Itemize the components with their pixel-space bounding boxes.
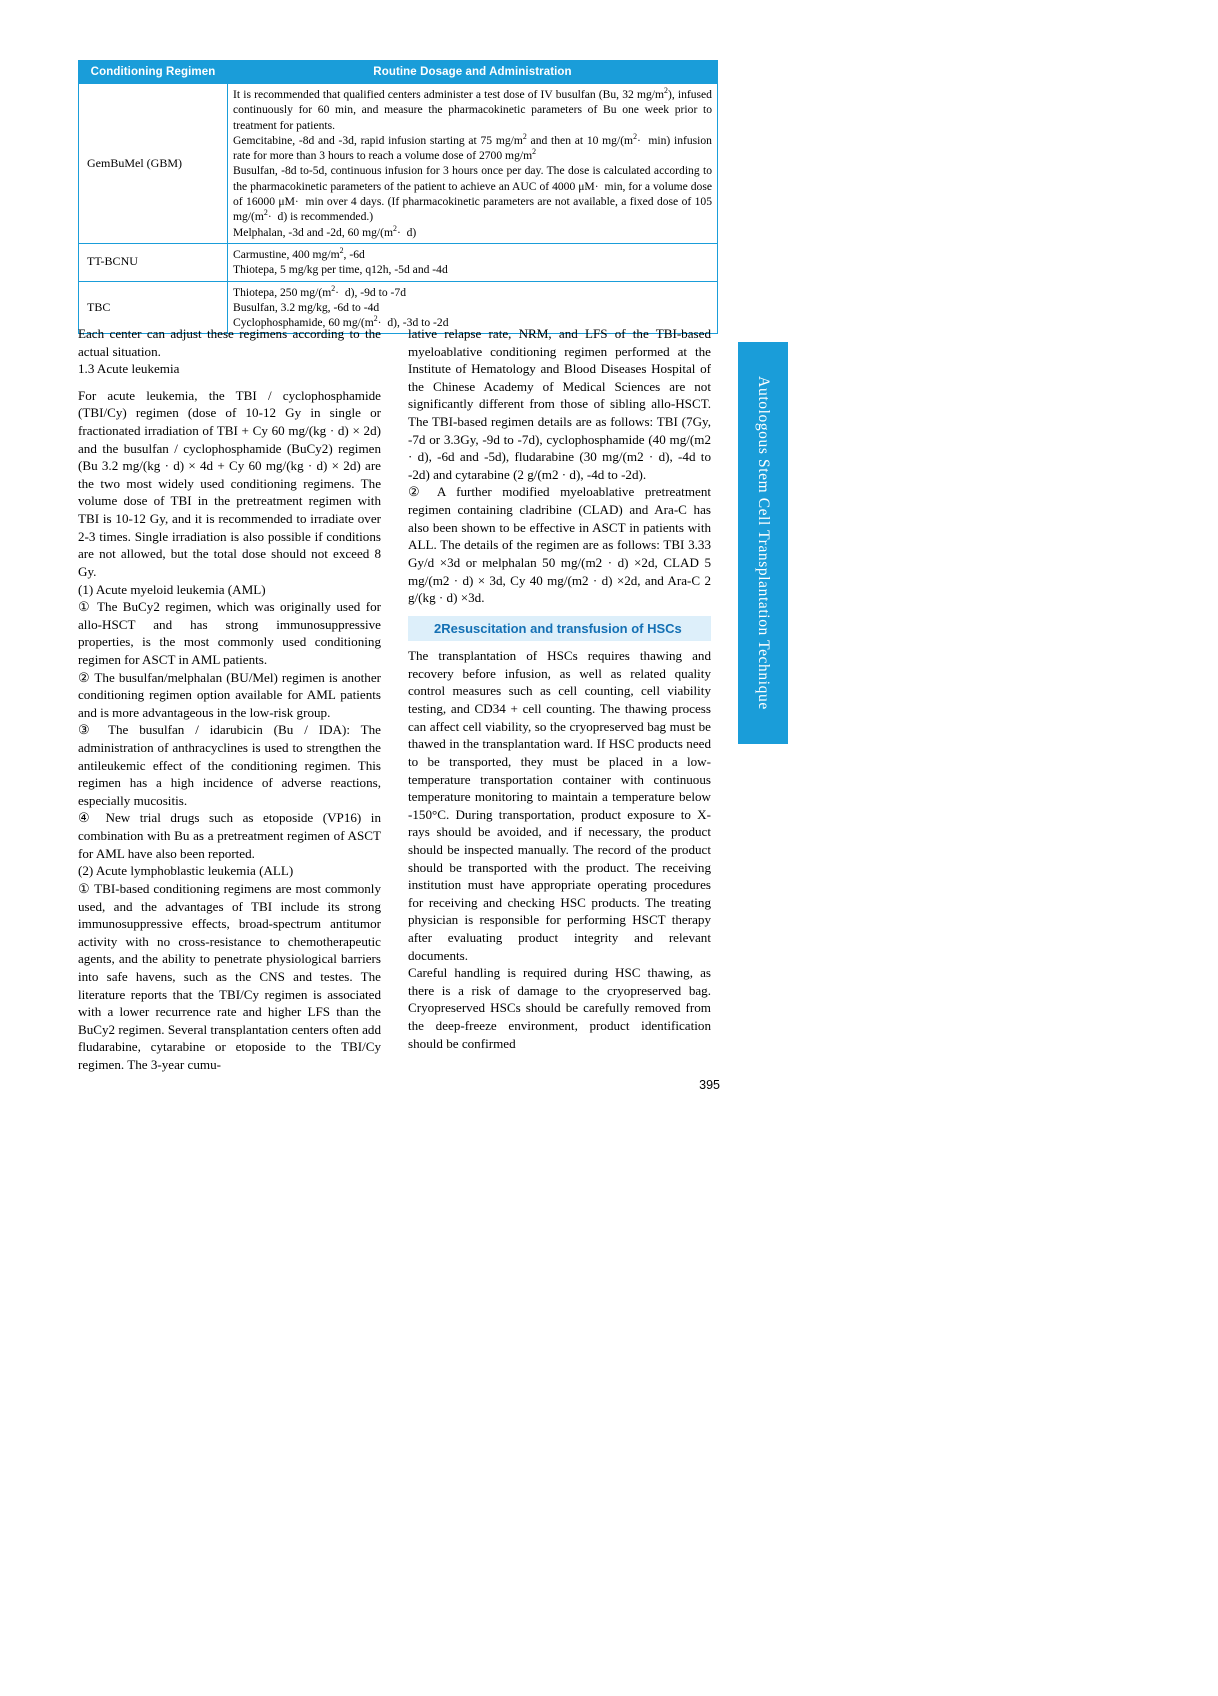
paragraph-aml-1: ① The BuCy2 regimen, which was originally used for allo-HSCT and has strong immunosuppressive properties, is the most commonly used conditioning regimen for ASCT in AML patients. xyxy=(78,599,381,667)
table-header-row xyxy=(79,61,718,84)
paragraph-aml-4: ④ New trial drugs such as etoposide (VP16) in combination with Bu as a pretreatment regimen of ASCT for AML have also been reported. xyxy=(78,810,381,861)
dosage-line: It is recommended that qualified centers administer a test dose of IV busulfan (Bu, 32 $mg/m^2$), infused continuously for 60 min, and measure the pharmacokinetic parameters of Bu one week prior to treatment for patients. xyxy=(233,86,712,132)
dosage-line: Cyclophosphamide, 60 $mg/(m^2\cdot d)$, -3d to -2d xyxy=(233,314,449,330)
paragraph-acute-leukemia: For acute leukemia, the TBI / cyclophosphamide (TBI/Cy) regimen (dose of 10-12 Gy in single or fractionated irradiation of TBI + Cy 60 mg/(kg · d) × 2d) and the busulfan / cyclophosphamide (BuCy2) regimen (Bu 3.2 mg/(kg · d) × 4d + Cy 60 mg/(kg · d) × 2d) are the two most widely used conditioning regimens. The volume dose of TBI in the pretreatment regimen with TBI is 10-12 Gy, and it is recommended to irradiate over 2-3 times. Single irradiation is also possible if conditions are not allowed, but the total dose should not exceed 8 Gy. xyxy=(78,387,381,579)
heading-aml: (1) Acute myeloid leukemia (AML) xyxy=(78,581,266,597)
dosage-line: Busulfan, -8d to-5d, continuous infusion for 3 hours once per day. The dose is calculated according to the pharmacokinetic parameters of the patient to achieve an AUC of 4000 μM· min, for a volume dose of 16000 μM· min over 4 days. (If pharmacokinetic parameters are not available, a fixed dose of 105 $mg/(m^2\cdot d)$ is recommended.) xyxy=(233,164,712,224)
paragraph-continuation: lative relapse rate, NRM, and LFS of the TBI-based myeloablative conditioning regimen performed at the Institute of Hematology and Blood Diseases Hospital of the Chinese Academy of Medical Sciences are not significantly different from those of sibling allo-HSCT. The TBI-based regimen details are as follows: TBI (7Gy, -7d or 3.3Gy, -9d to -7d), cyclophosphamide (40 mg/(m2 · d), -6d and -5d), fludarabine (30 mg/(m2 · d), -4d to -2d) and cytarabine (2 g/(m2 · d), -4d to -2d). xyxy=(408,326,711,482)
paragraph-all-2: ② A further modified myeloablative pretreatment regimen containing cladribine (CLAD) and Ara-C has also been shown to be effective in ASCT in patients with ALL. The details of the regimen are as follows: TBI 3.33 Gy/d ×3d or melphalan 50 mg/(m2 · d) ×2d, CLAD 5 mg/(m2 · d) × 3d, Cy 40 mg/(m2 · d) ×2d, and Ara-C 2 g/(kg · d) ×3d. xyxy=(408,484,711,606)
paragraph-resuscitation-1: The transplantation of HSCs requires thawing and recovery before infusion, as well as related quality control measures such as cell counting, cell viability testing, and CD34 + cell counting. The thawing process can affect cell viability, so the cryopreserved bag must be thawed in the transplantation ward. If HSC products need to be transported, they must be placed in a low-temperature transportation container with continuous temperature monitoring to maintain a temperature below -150°C. During transportation, product exposure to X-rays should be avoided, and if necessary, the product should be inspected manually. The record of the product should be transported with the product. The receiving institution must have appropriate operating procedures for receiving and checking HSC products. The treating physician is responsible for performing HSCT therapy after evaluating product integrity and relevant documents. xyxy=(408,648,711,963)
table-row xyxy=(79,84,718,244)
body-column-left xyxy=(78,325,381,1074)
dosage-line: Busulfan, 3.2 mg/kg, -6d to -4d xyxy=(233,300,380,314)
table-body xyxy=(79,84,718,334)
table-cell-regimen-name: TT-BCNU xyxy=(79,243,228,281)
paragraph-adjust: Each center can adjust these regimens according to the actual situation. xyxy=(78,326,381,359)
table-row xyxy=(79,243,718,281)
body-column-right xyxy=(408,325,711,1052)
heading-all: (2) Acute lymphoblastic leukemia (ALL) xyxy=(78,863,294,879)
side-tab-chapter-label xyxy=(738,342,788,744)
table-head xyxy=(79,61,718,84)
heading-1-3: 1.3 Acute leukemia xyxy=(78,361,180,377)
side-tab-text: Autologous Stem Cell Transplantation Technique xyxy=(755,376,772,710)
dosage-line: Carmustine, 400 $mg/m^2$, -6d xyxy=(233,246,365,261)
dosage-line: Thiotepa, 5 mg/kg per time, q12h, -5d and -4d xyxy=(233,263,448,277)
table-header-regimen: Conditioning Regimen xyxy=(79,61,228,84)
table-cell-regimen-dosage xyxy=(228,243,718,281)
section-heading-2: 2Resuscitation and transfusion of HSCs xyxy=(408,616,711,641)
table-cell-regimen-name: GemBuMel (GBM) xyxy=(79,84,228,244)
paragraph-resuscitation-2: Careful handling is required during HSC thawing, as there is a risk of damage to the cryopreserved bag. Cryopreserved HSCs should be carefully removed from the deep-freeze environment, product identification should be confirmed xyxy=(408,965,711,1051)
conditioning-regimen-table xyxy=(78,60,718,334)
paragraph-aml-2: ② The busulfan/melphalan (BU/Mel) regimen is another conditioning regimen option available for AML patients and is more advantageous in the low-risk group. xyxy=(78,669,381,720)
table-header-dosage: Routine Dosage and Administration xyxy=(228,61,718,84)
paragraph-all-1: ① TBI-based conditioning regimens are most commonly used, and the advantages of TBI include its strong immunosuppressive effects, broad-spectrum antitumor activity with no cross-resistance to chemotherapeutic agents, and the ability to penetrate physiological barriers into safe havens, such as the CNS and testes. The literature reports that the TBI/Cy regimen is associated with a lower recurrence rate and higher LFS than the BuCy2 regimen. Several transplantation centers often add fludarabine, cytarabine or etoposide to the TBI/Cy regimen. The 3-year cumu- xyxy=(78,880,381,1072)
dosage-line: Thiotepa, 250 $mg/(m^2\cdot d)$, -9d to -7d xyxy=(233,283,406,299)
paragraph-aml-3: ③ The busulfan / idarubicin (Bu / IDA): The administration of anthracyclines is used to strengthen the antileukemic effect of the conditioning regimen. This regimen has a high incidence of adverse reactions, especially mucositis. xyxy=(78,722,381,808)
table-cell-regimen-name: TBC xyxy=(79,281,228,334)
dosage-line: Melphalan, -3d and -2d, 60 $mg/(m^2\cdot d)$ xyxy=(233,223,417,239)
page-number: 395 xyxy=(699,1078,720,1092)
conditioning-regimen-table-wrapper xyxy=(78,60,718,334)
dosage-line: Gemcitabine, -8d and -3d, rapid infusion starting at 75 $mg/m^2$ and then at 10 $mg/(m^2\cdot \min)$ infusion rate for more than 3 hours to reach a volume dose of 2700 $mg/m^2$ xyxy=(233,132,712,163)
table-cell-regimen-dosage xyxy=(228,84,718,244)
